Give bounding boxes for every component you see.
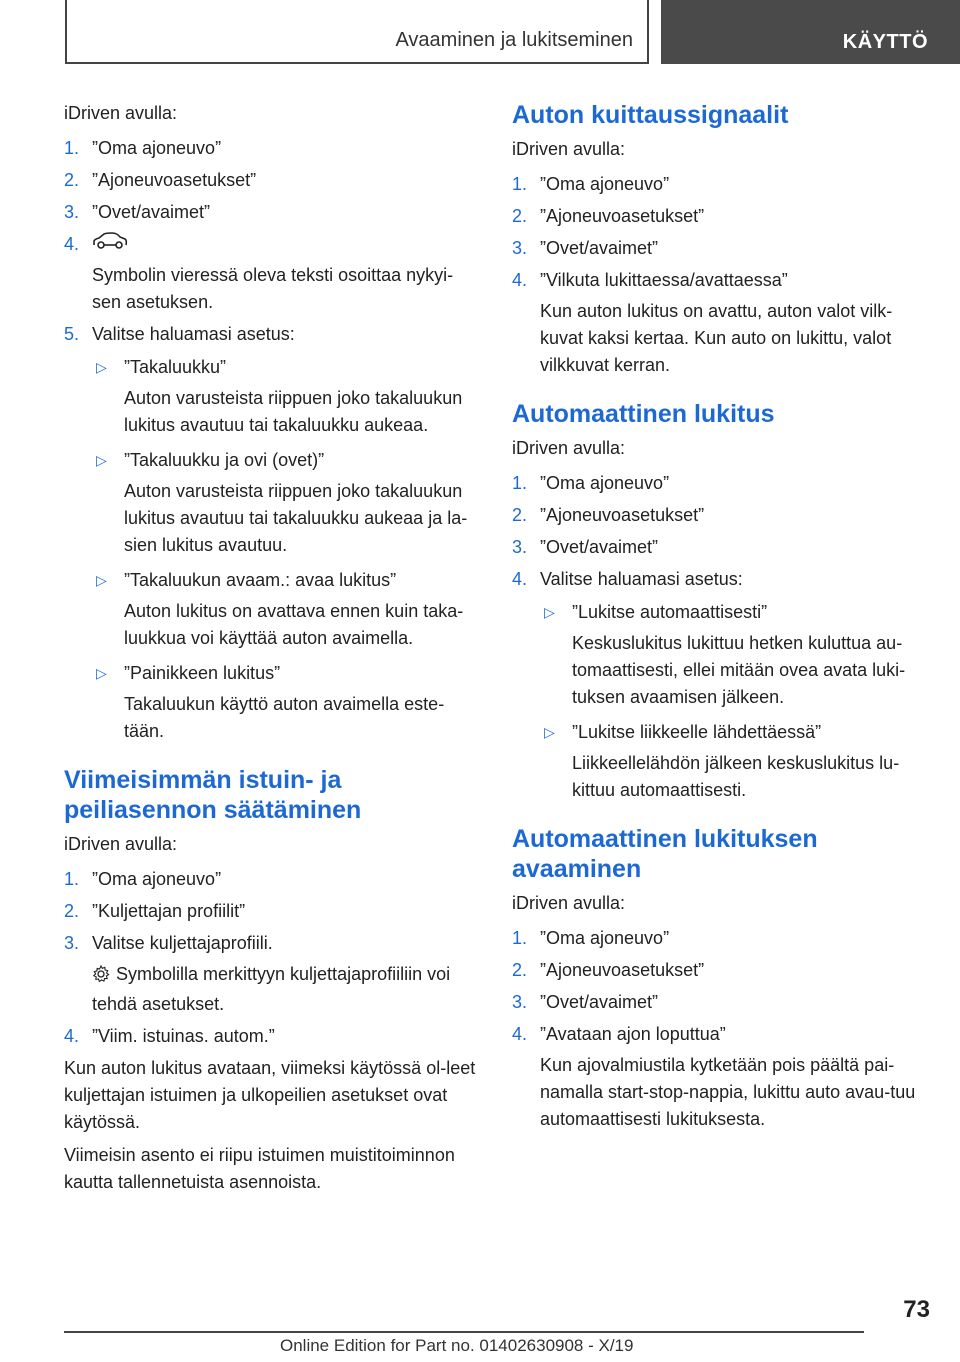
option-item: ▷ ”Takaluukku ja ovi (ovet)” Auton varusteista riippuen joko takaluukun lukitus avautuu tai takaluukku aukeaa ja la-sien lukitus avautuu. [92, 447, 482, 559]
gear-icon [92, 964, 110, 991]
list-item: 4. Symbolin vieressä oleva teksti osoittaa nykyi-sen asetuksen. [64, 231, 482, 316]
list-item: 3. ”Ovet/avaimet” [512, 238, 659, 258]
triangle-right-icon: ▷ [544, 604, 555, 620]
section-title: Auton kuittaussignaalit [512, 101, 789, 129]
list-item: 4. ”Viim. istuinas. autom.” [64, 1026, 275, 1046]
option-item: ▷ ”Takaluukun avaam.: avaa lukitus” Auton lukitus on avattava ennen kuin taka-luukkua voi käyttää auton avaimella. [92, 567, 482, 652]
triangle-right-icon: ▷ [96, 359, 107, 375]
option-item: ▷ ”Lukitse liikkeelle lähdettäessä” Liikkeellelähdön jälkeen keskuslukitus lu-kittuu automaattisesti. [540, 719, 930, 804]
triangle-right-icon: ▷ [96, 452, 107, 468]
list-item: 4. Valitse haluamasi asetus: ▷ ”Lukitse automaattisesti” Keskuslukitus lukittuu hetken kuluttua au-tomaattisesti, ellei mitään ovea avata luki-tuksen avaamisen jälkeen. ▷ ”Lukitse liikkeelle lähdettäessä” Liikkeellelähdön jälkeen keskuslukitus lu-kittuu automaattisesti. [512, 566, 930, 804]
list-item: 3. ”Ovet/avaimet” [512, 992, 659, 1012]
intro-text: iDriven avulla: [64, 834, 178, 854]
list-item: 2. ”Ajoneuvoasetukset” [512, 505, 705, 525]
intro-text: iDriven avulla: [512, 893, 626, 913]
list-item: 2. ”Ajoneuvoasetukset” [64, 170, 257, 190]
paragraph: Kun auton lukitus avataan, viimeksi käytössä ol-leet kuljettajan istuimen ja ulkopeilien asetukset ovat käytössä. [64, 1058, 476, 1132]
intro-text: iDriven avulla: [512, 139, 626, 159]
option-item: ▷ ”Painikkeen lukitus” Takaluukun käyttö auton avaimella este-tään. [92, 660, 482, 745]
option-list [540, 599, 930, 804]
car-icon [92, 231, 482, 258]
list-item: 4. ”Avataan ajon loputtua” Kun ajovalmiustila kytketään pois päältä pai-namalla start-stop-nappia, lukittu auto avau-tuu automaattisesti lukituksesta. [512, 1024, 916, 1129]
option-item: ▷ ”Takaluukku” Auton varusteista riippuen joko takaluukun lukitus avautuu tai takaluukku aukeaa. [92, 354, 482, 439]
left-column [64, 100, 482, 1202]
list-item: 4. ”Vilkuta lukittaessa/avattaessa” Kun auton lukitus on avattu, auton valot vilk-kuvat kaksi kertaa. Kun auto on lukittu, valot vilkkuvat kerran. [512, 270, 893, 375]
option-list [92, 354, 482, 745]
step-list [512, 470, 930, 804]
header-section-box [65, 0, 649, 64]
option-item: ▷ ”Lukitse automaattisesti” Keskuslukitus lukittuu hetken kuluttua au-tomaattisesti, ellei mitään ovea avata luki-tuksen avaamisen jälkeen. [540, 599, 930, 711]
list-item: 5. Valitse haluamasi asetus: ▷ ”Takaluukku” Auton varusteista riippuen joko takaluukun lukitus avautuu tai takaluukku aukeaa. ▷ ”Takaluukku ja ovi (ovet)” Auton varusteista riippuen joko takaluukun lukitus avautuu tai takaluukku aukeaa ja la-sien lukitus avautuu. ▷ ”Takaluukun avaam.: avaa lukitus” Auton lukitus on avattava ennen kuin taka-luukkua voi käyttää auton avaimella. ▷ ”Painikkeen lukitus” Takaluukun käyttö auton avaimella este-tään. [64, 321, 482, 745]
paragraph: Viimeisin asento ei riipu istuimen muistitoiminnon kautta tallennetuista asennoista. [64, 1145, 455, 1192]
list-item: 3. ”Ovet/avaimet” [512, 537, 659, 557]
step-list [512, 925, 930, 1133]
list-item: 2. ”Ajoneuvoasetukset” [512, 206, 705, 226]
list-item: 1. ”Oma ajoneuvo” [64, 138, 222, 158]
page-number: 73 [903, 1296, 930, 1323]
footer-edition: Online Edition for Part no. 01402630908 - X/19 [280, 1336, 634, 1355]
header-section-title: Avaaminen ja lukitseminen [395, 29, 633, 51]
list-item: 1. ”Oma ajoneuvo” [512, 174, 670, 194]
triangle-right-icon: ▷ [544, 724, 555, 740]
list-item: 1. ”Oma ajoneuvo” [512, 473, 670, 493]
intro-text: iDriven avulla: [64, 103, 178, 123]
step-list [64, 135, 482, 745]
section-title: Automaattinen lukitus [512, 400, 775, 428]
step-list [512, 171, 930, 379]
header-chapter-title: KÄYTTÖ [842, 31, 928, 53]
step-list [64, 866, 482, 1050]
list-item: 2. ”Ajoneuvoasetukset” [512, 960, 705, 980]
triangle-right-icon: ▷ [96, 665, 107, 681]
list-item: 2. ”Kuljettajan profiilit” [64, 901, 246, 921]
footer-divider [64, 1331, 864, 1333]
list-item: 1. ”Oma ajoneuvo” [512, 928, 670, 948]
right-column [512, 100, 930, 1138]
list-item: 3. ”Ovet/avaimet” [64, 202, 211, 222]
header-chapter-box [661, 0, 960, 64]
section-title: Automaattinen lukituksen avaaminen [512, 825, 818, 883]
triangle-right-icon: ▷ [96, 572, 107, 588]
list-item: 3. Valitse kuljettajaprofiili. Symbolilla merkittyyn kuljettajaprofiiliin voi tehdä asetukset. [64, 933, 451, 1014]
section-title: Viimeisimmän istuin- ja peiliasennon säätäminen [64, 766, 362, 824]
intro-text: iDriven avulla: [512, 438, 626, 458]
list-item: 1. ”Oma ajoneuvo” [64, 869, 222, 889]
